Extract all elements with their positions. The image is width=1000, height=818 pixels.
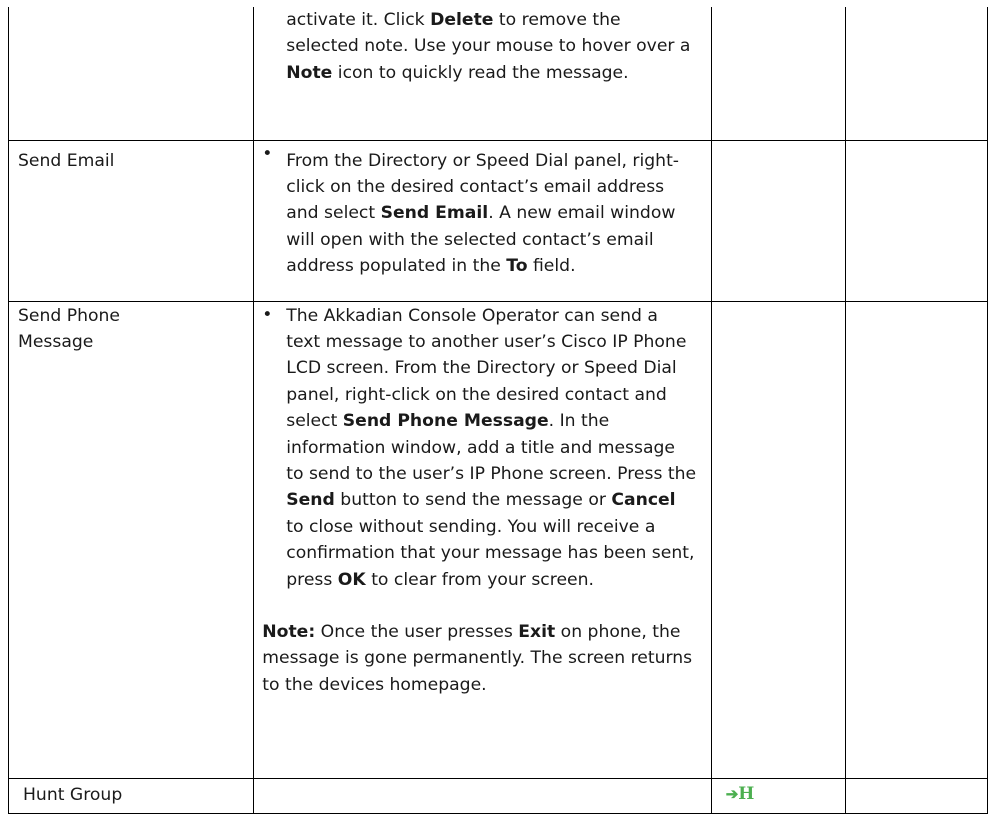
column3-cell	[711, 301, 845, 778]
feature-table	[8, 7, 988, 814]
description-cell-send-email	[254, 140, 711, 301]
column3-cell	[711, 140, 845, 301]
bullet-icon: •	[262, 304, 273, 325]
bullet-icon: •	[262, 143, 273, 164]
table-row-note-continued	[9, 7, 988, 140]
hunt-group-shortcut-icon: ➔H	[725, 783, 755, 804]
table-row-send-email	[9, 140, 988, 301]
send-email-label: Send Email	[18, 150, 115, 171]
label-cell-send-phone-message	[9, 301, 254, 778]
label-cell-hunt-group	[9, 778, 254, 813]
label-cell-send-email	[9, 140, 254, 301]
column4-cell	[845, 301, 987, 778]
table-row-send-phone-message	[9, 301, 988, 778]
column3-cell	[711, 7, 845, 140]
arrow-right-icon: ➔	[725, 784, 739, 803]
hunt-group-label: Hunt Group	[23, 784, 123, 805]
send-phone-message-label: Send Phone Message	[18, 305, 120, 352]
column4-cell	[845, 778, 987, 813]
note-continued-text: activate it. Click Delete to remove the selected note. Use your mouse to hover over a Note icon to quickly read the message.	[286, 10, 691, 83]
label-cell-empty	[9, 7, 254, 140]
shortcut-cell-hunt-group	[711, 778, 845, 813]
send-phone-message-bullet: • The Akkadian Console Operator can send a text message to another user’s Cisco IP Phone LCD screen. From the Directory or Speed Dial panel, right-click on the desired contact and select Send Phone Message. In the information window, add a title and message to send to the user’s IP Phone screen. Press the Send button to send the message or Cancel to close without sending. You will receive a confirmation that your message has been sent, press OK to clear from your screen.	[254, 302, 710, 593]
column4-cell	[845, 140, 987, 301]
phone-message-note: Note: Once the user presses Exit on phone, the message is gone permanently. The screen returns to the devices homepage.	[262, 621, 693, 695]
column4-cell	[845, 7, 987, 140]
send-email-bullet: • From the Directory or Speed Dial panel, right-click on the desired contact’s email address and select Send Email. A new email window will open with the selected contact’s email address populated in the To field.	[254, 141, 710, 280]
description-cell-hunt-group	[254, 778, 711, 813]
description-cell-send-phone-message	[254, 301, 711, 778]
table-row-hunt-group	[9, 778, 988, 813]
description-cell	[254, 7, 711, 140]
